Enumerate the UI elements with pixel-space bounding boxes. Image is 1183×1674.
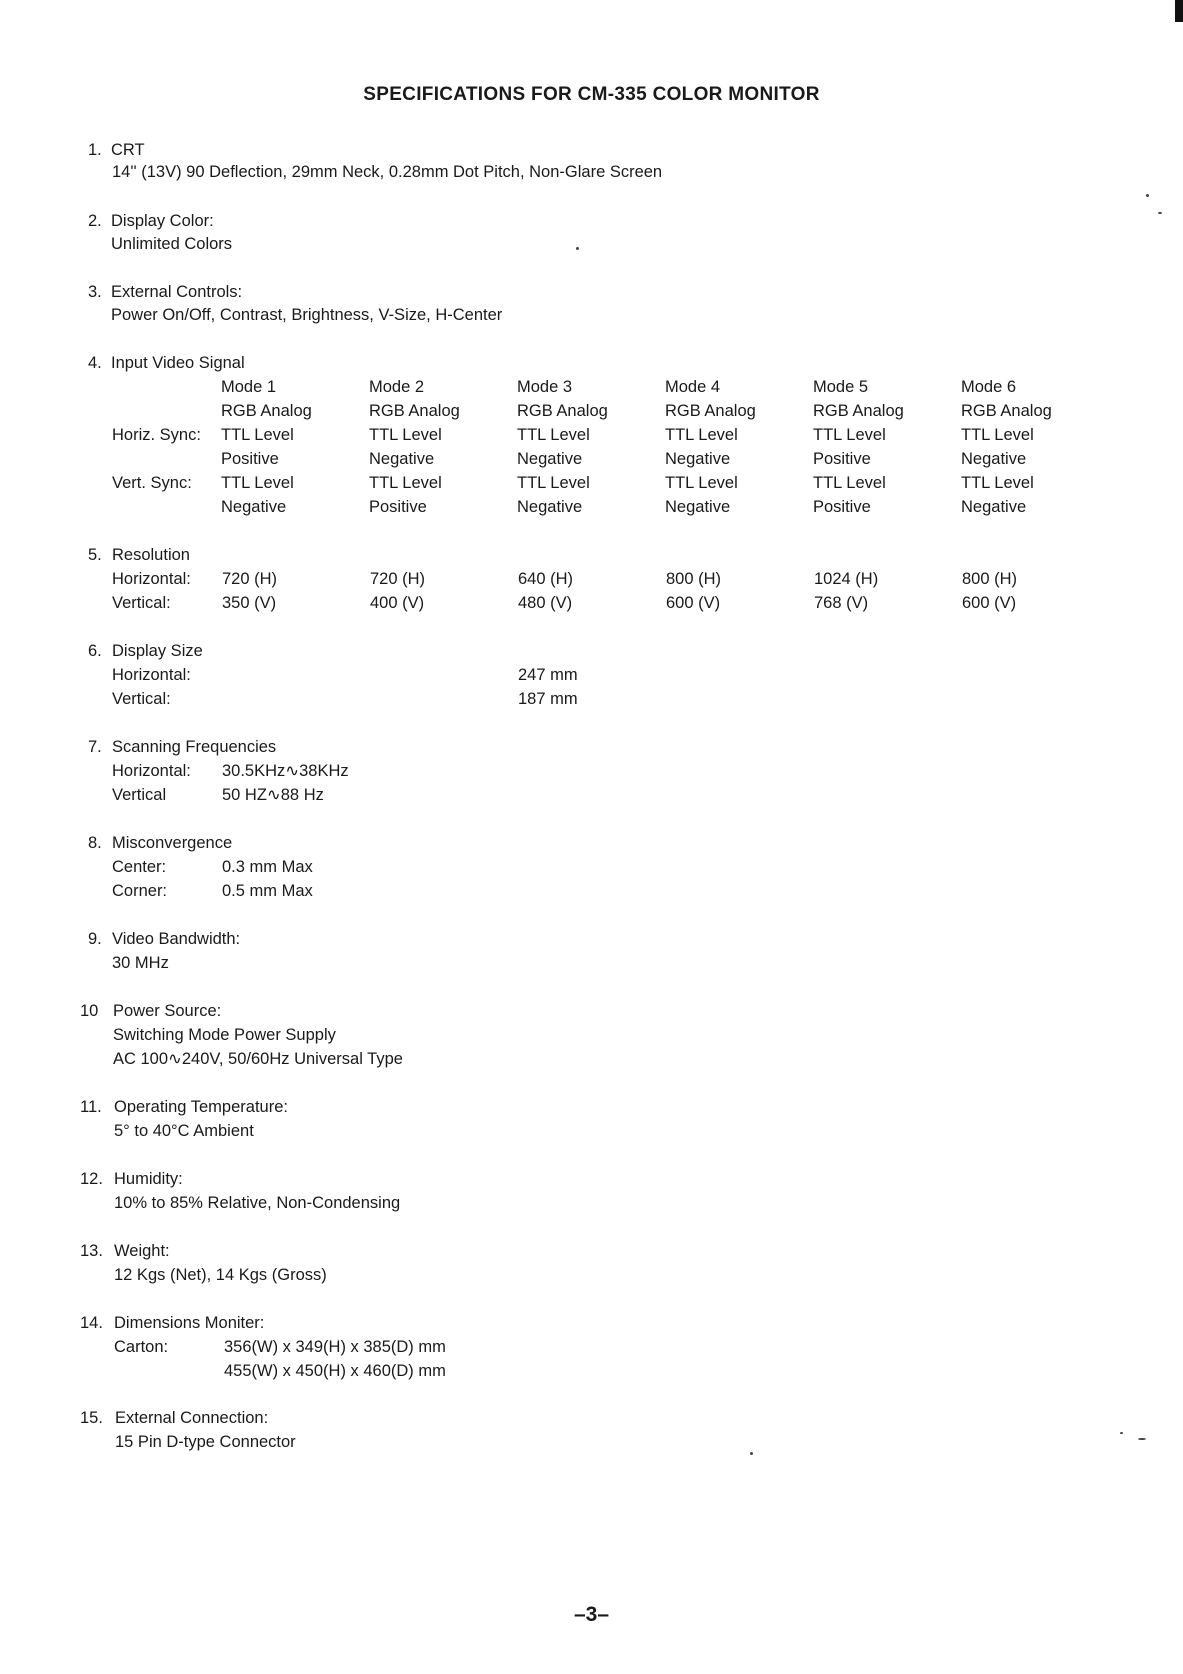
mode-name: Mode 5	[813, 378, 869, 396]
section-number: 1.	[88, 141, 102, 159]
section-heading: Input Video Signal	[111, 354, 245, 372]
section-heading: Video Bandwidth:	[112, 930, 241, 948]
scan-edge-mark	[1175, 0, 1183, 22]
mode-vsync: TTL Level	[221, 474, 294, 492]
mode-vpol: Negative	[665, 498, 731, 516]
vsync-label: Vert. Sync:	[112, 474, 192, 492]
scan-speck	[750, 1452, 753, 1455]
page-number: –3–	[573, 1603, 610, 1626]
section-text: 5° to 40°C Ambient	[114, 1122, 254, 1140]
mode-name: Mode 4	[665, 378, 721, 396]
resolution-h: 1024 (H)	[814, 570, 879, 588]
section-heading: External Connection:	[115, 1409, 269, 1427]
scan-v-label: Vertical	[112, 786, 167, 804]
mode-vpol: Positive	[369, 498, 427, 516]
mode-signal: RGB Analog	[221, 402, 312, 420]
section-number: 7.	[88, 738, 102, 756]
scan-speck	[1146, 194, 1149, 197]
mode-hpol: Negative	[369, 450, 435, 468]
section-number: 15.	[80, 1409, 103, 1427]
mode-vsync: TTL Level	[813, 474, 886, 492]
mode-hsync: TTL Level	[221, 426, 294, 444]
section-heading: Humidity:	[114, 1170, 183, 1188]
mode-vsync: TTL Level	[517, 474, 590, 492]
mode-signal: RGB Analog	[813, 402, 904, 420]
scan-v-value: 50 HZ∿88 Hz	[222, 786, 324, 804]
section-number: 4.	[88, 354, 102, 372]
scan-speck	[1158, 212, 1162, 214]
scan-speck	[1138, 1438, 1146, 1440]
resolution-v: 350 (V)	[222, 594, 277, 612]
section-heading: Weight:	[114, 1242, 170, 1260]
mode-vsync: TTL Level	[369, 474, 442, 492]
resolution-v: 768 (V)	[814, 594, 869, 612]
mode-hpol: Positive	[221, 450, 279, 468]
section-text: 14'' (13V) 90 Deflection, 29mm Neck, 0.28mm Dot Pitch, Non-Glare Screen	[112, 163, 663, 181]
mode-vpol: Negative	[517, 498, 583, 516]
section-heading: Operating Temperature:	[114, 1098, 288, 1116]
resolution-v: 600 (V)	[962, 594, 1017, 612]
mode-hsync: TTL Level	[961, 426, 1034, 444]
center-label: Center:	[112, 858, 167, 876]
page-title: SPECIFICATIONS FOR CM-335 COLOR MONITOR	[363, 84, 820, 105]
section-heading: Misconvergence	[112, 834, 233, 852]
resolution-h: 800 (H)	[666, 570, 722, 588]
section-text: Power On/Off, Contrast, Brightness, V-Size, H-Center	[111, 306, 503, 324]
section-heading: Resolution	[112, 546, 190, 564]
scan-speck	[576, 247, 579, 250]
section-text: Unlimited Colors	[111, 235, 233, 253]
resolution-v: 400 (V)	[370, 594, 425, 612]
mode-signal: RGB Analog	[961, 402, 1052, 420]
section-number: 9.	[88, 930, 102, 948]
mode-hsync: TTL Level	[665, 426, 738, 444]
section-number: 5.	[88, 546, 102, 564]
resolution-v: 480 (V)	[518, 594, 573, 612]
section-number: 2.	[88, 212, 102, 230]
corner-label: Corner:	[112, 882, 168, 900]
display-h-label: Horizontal:	[112, 666, 191, 684]
mode-vpol: Negative	[961, 498, 1027, 516]
display-h-value: 247 mm	[518, 666, 578, 684]
mode-hpol: Negative	[665, 450, 731, 468]
section-heading: Power Source:	[113, 1002, 222, 1020]
section-text: AC 100∿240V, 50/60Hz Universal Type	[113, 1050, 403, 1068]
section-number: 8.	[88, 834, 102, 852]
display-v-value: 187 mm	[518, 690, 578, 708]
section-text: 15 Pin D-type Connector	[115, 1433, 296, 1451]
section-heading: Scanning Frequencies	[112, 738, 277, 756]
section-number: 11.	[80, 1098, 102, 1116]
section-heading: External Controls:	[111, 283, 243, 301]
resolution-h: 800 (H)	[962, 570, 1018, 588]
dimension-monitor: 356(W) x 349(H) x 385(D) mm	[224, 1338, 446, 1356]
section-heading: Display Color:	[111, 212, 214, 230]
section-number: 10	[80, 1002, 99, 1020]
mode-vpol: Negative	[221, 498, 287, 516]
mode-hsync: TTL Level	[517, 426, 590, 444]
resolution-v: 600 (V)	[666, 594, 721, 612]
resolution-h: 720 (H)	[370, 570, 426, 588]
resolution-h: 720 (H)	[222, 570, 278, 588]
mode-name: Mode 1	[221, 378, 277, 396]
mode-signal: RGB Analog	[517, 402, 608, 420]
mode-hpol: Negative	[961, 450, 1027, 468]
mode-hpol: Positive	[813, 450, 871, 468]
section-heading: Display Size	[112, 642, 203, 660]
hsync-label: Horiz. Sync:	[112, 426, 201, 444]
carton-label: Carton:	[114, 1338, 169, 1356]
mode-vpol: Positive	[813, 498, 871, 516]
center-value: 0.3 mm Max	[222, 858, 313, 876]
section-number: 14.	[80, 1314, 103, 1332]
mode-name: Mode 6	[961, 378, 1017, 396]
section-text: 10% to 85% Relative, Non-Condensing	[114, 1194, 401, 1212]
mode-name: Mode 2	[369, 378, 425, 396]
dimension-carton: 455(W) x 450(H) x 460(D) mm	[224, 1362, 446, 1380]
scan-h-value: 30.5KHz∿38KHz	[222, 762, 349, 780]
section-text: 12 Kgs (Net), 14 Kgs (Gross)	[114, 1266, 327, 1284]
scan-speck	[1120, 1432, 1123, 1434]
section-number: 6.	[88, 642, 102, 660]
section-number: 12.	[80, 1170, 103, 1188]
mode-signal: RGB Analog	[665, 402, 756, 420]
section-number: 13.	[80, 1242, 103, 1260]
resolution-h: 640 (H)	[518, 570, 574, 588]
mode-signal: RGB Analog	[369, 402, 460, 420]
section-text: 30 MHz	[112, 954, 169, 972]
resolution-h-label: Horizontal:	[112, 570, 191, 588]
section-number: 3.	[88, 283, 102, 301]
mode-vsync: TTL Level	[665, 474, 738, 492]
section-heading: Dimensions Moniter:	[114, 1314, 265, 1332]
mode-name: Mode 3	[517, 378, 573, 396]
scan-h-label: Horizontal:	[112, 762, 191, 780]
section-heading: CRT	[111, 141, 145, 159]
display-v-label: Vertical:	[112, 690, 171, 708]
section-text: Switching Mode Power Supply	[113, 1026, 336, 1044]
mode-vsync: TTL Level	[961, 474, 1034, 492]
mode-hpol: Negative	[517, 450, 583, 468]
mode-hsync: TTL Level	[369, 426, 442, 444]
resolution-v-label: Vertical:	[112, 594, 171, 612]
corner-value: 0.5 mm Max	[222, 882, 313, 900]
mode-hsync: TTL Level	[813, 426, 886, 444]
